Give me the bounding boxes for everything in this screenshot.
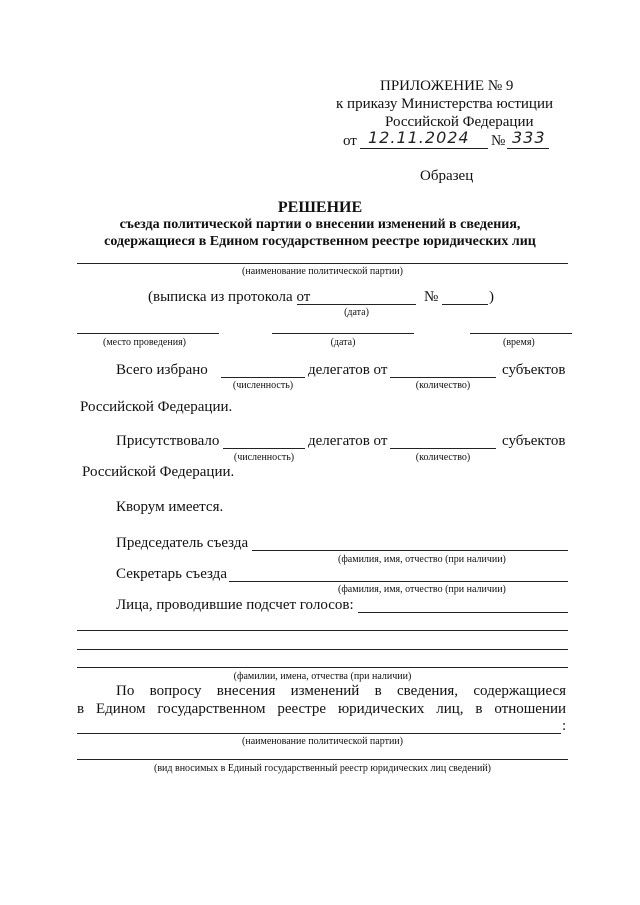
word: в	[77, 701, 85, 717]
word: содержащиеся	[473, 683, 567, 699]
counters-label: Лица, проводившие подсчет голосов:	[116, 597, 354, 613]
elected-delegates-from: делегатов от	[308, 362, 388, 378]
elected-quantity-caption: (количество)	[415, 380, 471, 391]
quorum-text: Кворум имеется.	[116, 499, 224, 515]
present-count-line	[223, 448, 305, 449]
place-line	[77, 333, 219, 334]
elected-count-caption: (численность)	[232, 380, 294, 391]
word: реестре	[277, 701, 327, 717]
word: изменений	[290, 683, 360, 699]
counters-line-3	[77, 649, 568, 650]
chairman-line	[252, 550, 568, 551]
question-party-line	[77, 733, 561, 734]
secretary-label: Секретарь съезда	[116, 566, 227, 582]
order-date-handwritten: 12.11.2024	[368, 128, 470, 147]
secretary-caption: (фамилия, имя, отчество (при наличии)	[338, 584, 506, 595]
present-quantity-line	[390, 448, 496, 449]
question-party-caption: (наименование политической партии)	[242, 736, 403, 747]
elected-federation: Российской Федерации.	[80, 399, 233, 415]
question-colon: :	[562, 718, 567, 734]
chairman-label: Председатель съезда	[116, 535, 249, 551]
order-number-handwritten: 333	[512, 128, 546, 147]
sample-label: Образец	[420, 168, 474, 184]
present-quantity-caption: (количество)	[415, 452, 471, 463]
word: лиц,	[436, 701, 464, 717]
document-subtitle-2: содержащиеся в Едином государственном реестре юридических лиц	[104, 234, 536, 249]
elected-count-line	[221, 377, 305, 378]
question-info-line	[77, 759, 568, 760]
present-subjects: субъектов	[502, 433, 566, 449]
extract-label: (выписка из протокола от	[148, 289, 311, 305]
present-federation: Российской Федерации.	[82, 464, 235, 480]
place-caption: (место проведения)	[103, 337, 187, 348]
extract-date-caption: (дата)	[344, 307, 369, 318]
word: в	[475, 701, 483, 717]
party-name-caption: (наименование политической партии)	[242, 266, 403, 277]
order-date-line	[360, 148, 488, 149]
counters-line-1	[358, 612, 568, 613]
present-label: Присутствовало	[116, 433, 220, 449]
extract-number-label: №	[424, 289, 439, 305]
word: государственном	[157, 701, 266, 717]
word: Едином	[95, 701, 146, 717]
question-line-1	[116, 683, 566, 700]
document-subtitle-1: съезда политической партии о внесении изменений в сведения,	[119, 217, 521, 232]
elected-label: Всего избрано	[116, 362, 208, 378]
chairman-caption: (фамилия, имя, отчество (при наличии)	[338, 554, 506, 565]
elected-quantity-line	[390, 377, 496, 378]
from-label: от	[343, 133, 357, 149]
counters-line-4	[77, 667, 568, 668]
secretary-line	[229, 581, 568, 582]
order-number-label: №	[491, 133, 506, 149]
document-title: РЕШЕНИЕ	[277, 199, 363, 216]
question-line-2	[77, 701, 566, 718]
extract-date-line	[297, 304, 416, 305]
time-caption: (время)	[503, 337, 535, 348]
order-number-line	[507, 148, 549, 149]
appendix-number: ПРИЛОЖЕНИЕ № 9	[380, 78, 514, 94]
word: сведения,	[396, 683, 459, 699]
order-reference: к приказу Министерства юстиции	[336, 96, 553, 112]
date-line	[272, 333, 414, 334]
word: вопросу	[149, 683, 202, 699]
federation-line: Российской Федерации	[385, 114, 534, 130]
present-count-caption: (численность)	[233, 452, 295, 463]
word: в	[374, 683, 382, 699]
extract-number-line	[442, 304, 488, 305]
counters-caption: (фамилии, имена, отчества (при наличии)	[233, 671, 412, 682]
party-name-line	[77, 263, 568, 264]
time-line	[470, 333, 572, 334]
present-delegates-from: делегатов от	[308, 433, 388, 449]
word: отношении	[494, 701, 567, 717]
elected-subjects: субъектов	[502, 362, 566, 378]
extract-close-paren: )	[489, 289, 494, 305]
word: внесения	[216, 683, 276, 699]
question-info-caption: (вид вносимых в Единый государственный реестр юридических лиц сведений)	[153, 763, 492, 774]
date-caption: (дата)	[330, 337, 356, 348]
word: По	[116, 683, 135, 699]
word: юридических	[337, 701, 425, 717]
counters-line-2	[77, 630, 568, 631]
